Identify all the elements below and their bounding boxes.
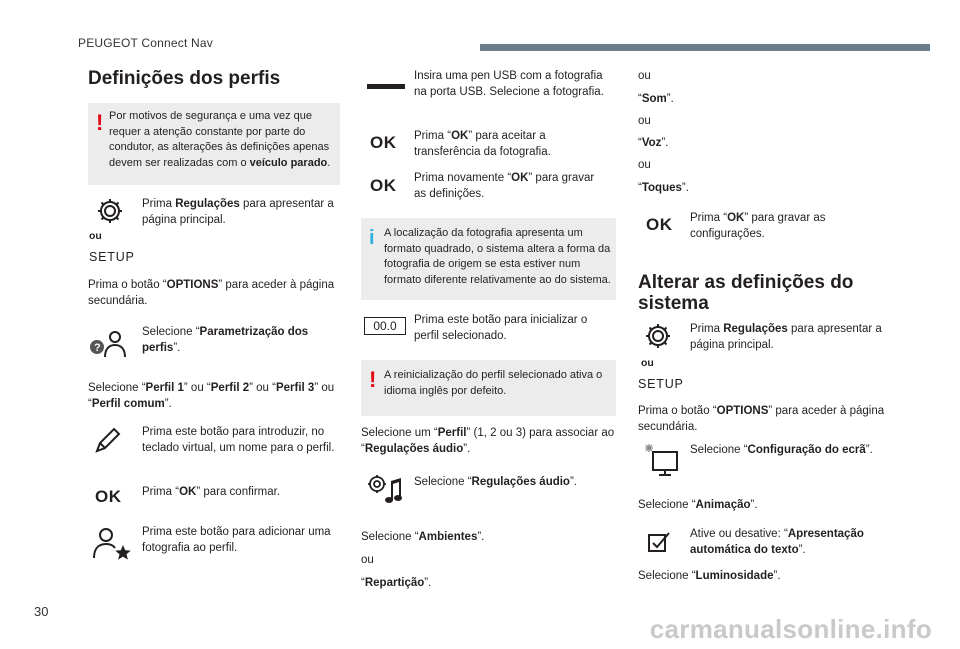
header-brand: PEUGEOT Connect Nav — [78, 36, 213, 50]
or-label: ou — [638, 115, 651, 127]
reset-profile-button[interactable]: 00.0 — [364, 317, 406, 335]
add-photo-profile-icon[interactable] — [89, 525, 133, 561]
or-label: ou — [638, 159, 651, 171]
usb-stick-icon — [366, 80, 406, 94]
settings-gear-icon[interactable] — [643, 321, 673, 351]
step-open-settings: Prima Regulações para apresentar a página principal. — [142, 198, 334, 226]
or-label: ou — [638, 70, 651, 82]
info-icon: i — [369, 227, 375, 249]
info-note-photo — [361, 218, 616, 300]
audio-settings-icon[interactable] — [366, 473, 406, 509]
step-add-photo: Prima este botão para adicionar uma fotografia ao perfil. — [142, 526, 331, 554]
or-label: ou — [361, 554, 374, 566]
warning-icon: ! — [96, 110, 104, 135]
step-confirm: Prima “OK” para confirmar. — [142, 486, 281, 498]
or-label: ou — [89, 230, 102, 242]
option-toques: “Toques”. — [638, 182, 689, 194]
step-open-settings: Prima Regulações para apresentar a página principal. — [690, 323, 882, 351]
step-save-settings: Prima novamente “OK” para gravar as definições. — [414, 172, 595, 200]
step-reset-profile: Prima este botão para inicializar o perfil selecionado. — [414, 314, 588, 342]
pencil-icon[interactable] — [92, 425, 122, 455]
warning-text: Por motivos de segurança e uma vez que requer a atenção constante por parte do condutor, as alterações às definições apenas devem ser realizadas com o veículo parado. — [109, 110, 331, 169]
ok-button-accept[interactable]: OK — [370, 133, 397, 152]
header-bar — [480, 44, 930, 51]
step-select-profile-settings: Selecione “Parametrização dos perfis”. — [142, 326, 309, 354]
step-toggle-auto-text: Ative ou desative: “Apresentação automática do texto”. — [690, 528, 864, 556]
info-text: A localização da fotografia apresenta um formato quadrado, o sistema altera a forma da fotografia de origem se esta estiver num formato diferente relativamente ao do sistema. — [384, 227, 611, 286]
settings-gear-icon[interactable] — [95, 196, 125, 226]
step-save-config: Prima “OK” para gravar as configurações. — [690, 212, 826, 240]
para-options: Prima o botão “OPTIONS” para aceder à página secundária. — [638, 405, 885, 433]
ok-button-save-config[interactable]: OK — [646, 215, 673, 234]
step-accept-transfer: Prima “OK” para aceitar a transferência da fotografia. — [414, 130, 551, 158]
or-label: ou — [641, 357, 654, 369]
step-enter-name: Prima este botão para introduzir, no teclado virtual, um nome para o perfil. — [142, 426, 335, 454]
section-title-system: Alterar as definições do sistema — [638, 272, 854, 314]
para-animacao: Selecione “Animação”. — [638, 499, 758, 511]
para-select-profile-audio: Selecione um “Perfil” (1, 2 ou 3) para associar ao “Regulações áudio”. — [361, 427, 615, 455]
para-options: Prima o botão “OPTIONS” para aceder à página secundária. — [88, 279, 335, 307]
checkbox-icon[interactable] — [646, 528, 672, 554]
para-ambientes: Selecione “Ambientes”. — [361, 531, 485, 543]
warning-note-safety — [88, 103, 340, 185]
warning-note-reset — [361, 360, 616, 416]
profile-settings-icon[interactable] — [87, 327, 129, 361]
option-voz: “Voz”. — [638, 137, 669, 149]
section-title-profiles: Definições dos perfis — [88, 68, 281, 89]
svg-text:?: ? — [94, 342, 101, 354]
para-reparticao: “Repartição”. — [361, 577, 432, 589]
option-som: “Som”. — [638, 93, 674, 105]
warning-icon: ! — [369, 367, 377, 392]
watermark: carmanualsonline.info — [649, 614, 932, 644]
step-select-audio-settings: Selecione “Regulações áudio”. — [414, 476, 577, 488]
setup-button[interactable]: SETUP — [638, 377, 684, 391]
para-select-profile: Selecione “Perfil 1” ou “Perfil 2” ou “Perfil 3” ou “Perfil comum”. — [88, 382, 335, 410]
ok-button[interactable]: OK — [95, 487, 122, 506]
para-luminosidade: Selecione “Luminosidade”. — [638, 570, 781, 582]
step-insert-usb: Insira uma pen USB com a fotografia na porta USB. Selecione a fotografia. — [414, 70, 604, 98]
step-display-config: Selecione “Configuração do ecrã”. — [690, 444, 873, 456]
setup-button[interactable]: SETUP — [89, 250, 135, 264]
page-number: 30 — [34, 604, 49, 619]
warning-text: A reinicialização do perfil selecionado ativa o idioma inglês por defeito. — [384, 369, 603, 397]
ok-button-save[interactable]: OK — [370, 176, 397, 195]
display-settings-icon[interactable] — [641, 442, 681, 478]
